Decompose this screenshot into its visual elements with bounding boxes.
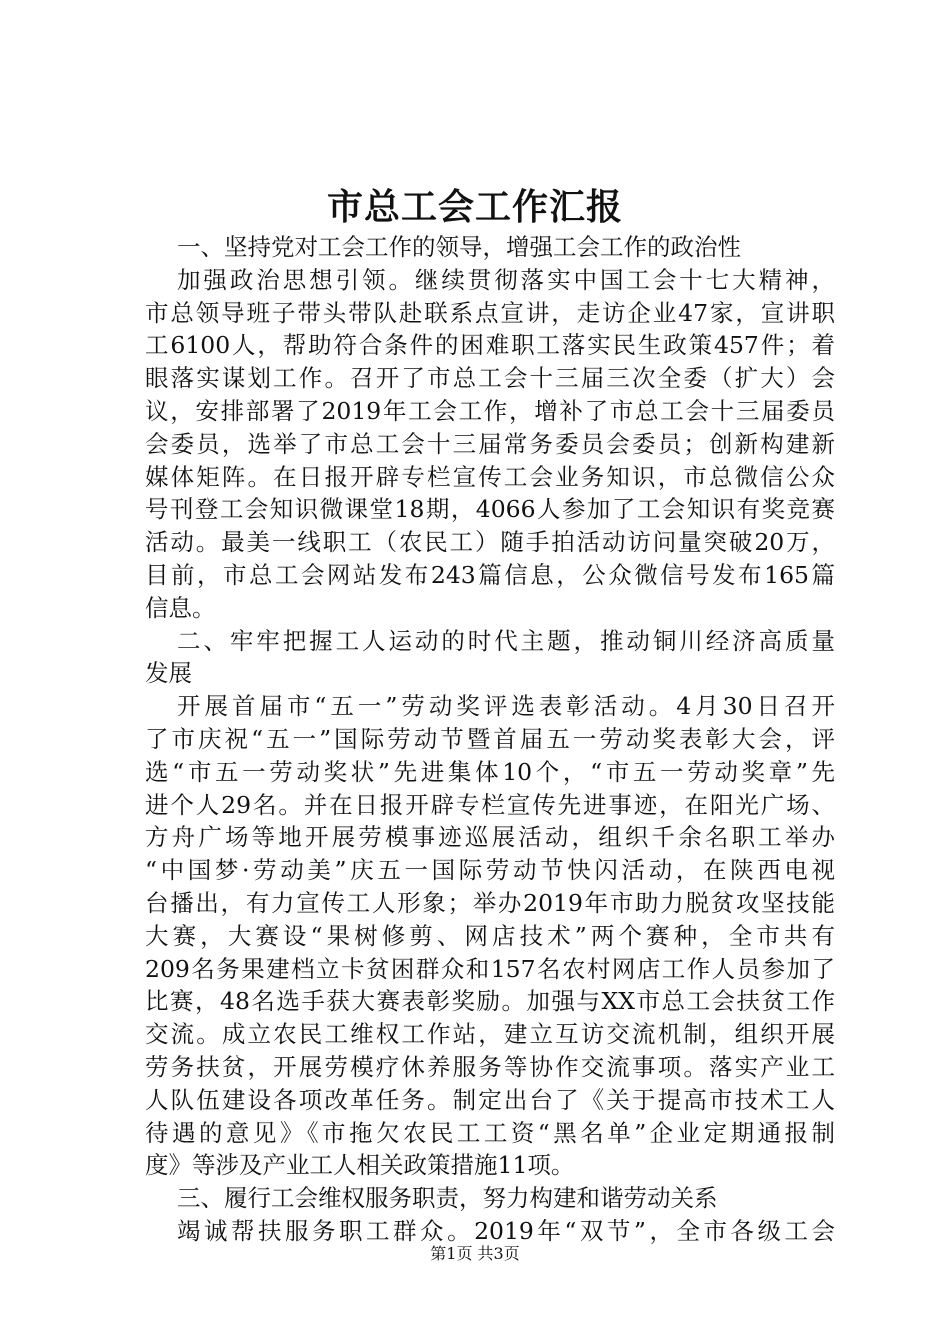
- paragraph-line: 眼落实谋划工作。召开了市总工会十三届三次全委（扩大）会: [145, 364, 835, 393]
- paragraph-line: 待遇的意见》《市拖欠农民工工资“黑名单”企业定期通报制: [145, 1118, 835, 1147]
- paragraph-line: 目前，市总工会网站发布243篇信息，公众微信号发布165篇: [145, 560, 835, 589]
- paragraph-line: 大赛，大赛设“果树修剪、网店技术”两个赛种，全市共有: [145, 921, 835, 950]
- paragraph-line: 选“市五一劳动奖状”先进集体10个，“市五一劳动奖章”先: [145, 757, 835, 786]
- paragraph-line: 进个人29名。并在日报开辟专栏宣传先进事迹，在阳光广场、: [145, 790, 835, 819]
- paragraph-line: 209名务果建档立卡贫困群众和157名农村网店工作人员参加了: [145, 954, 835, 983]
- paragraph-line: 比赛，48名选手获大赛表彰奖励。加强与XX市总工会扶贫工作: [145, 987, 835, 1016]
- paragraph-line: 媒体矩阵。在日报开辟专栏宣传工会业务知识，市总微信公众: [145, 462, 835, 491]
- paragraph-line: 人队伍建设各项改革任务。制定出台了《关于提高市技术工人: [145, 1085, 835, 1114]
- paragraph-line: 交流。成立农民工维权工作站，建立互访交流机制，组织开展: [145, 1020, 835, 1049]
- paragraph-line: 台播出，有力宣传工人形象；举办2019年市助力脱贫攻坚技能: [145, 888, 835, 917]
- paragraph-line: 劳务扶贫，开展劳模疗休养服务等协作交流事项。落实产业工: [145, 1052, 835, 1081]
- section-heading-2: 二、牢牢把握工人运动的时代主题，推动铜川经济高质量: [177, 626, 835, 655]
- paragraph-line: 度》等涉及产业工人相关政策措施11项。: [145, 1151, 575, 1180]
- paragraph-line: 活动。最美一线职工（农民工）随手拍活动访问量突破20万，: [145, 528, 835, 557]
- paragraph-line: 了市庆祝“五一”国际劳动节暨首届五一劳动奖表彰大会，评: [145, 724, 835, 753]
- paragraph-line: 信息。: [145, 593, 216, 622]
- section-heading-2-cont: 发展: [145, 659, 192, 688]
- paragraph-line: 市总领导班子带头带队赴联系点宣讲，走访企业47家，宣讲职: [145, 298, 835, 327]
- paragraph-line: “中国梦·劳动美”庆五一国际劳动节快闪活动，在陕西电视: [145, 856, 835, 885]
- paragraph-line: 工6100人，帮助符合条件的困难职工落实民生政策457件；着: [145, 331, 835, 360]
- page-footer: 第1页 共3页: [430, 1244, 520, 1263]
- section-heading-1: 一、坚持党对工会工作的领导，增强工会工作的政治性: [177, 233, 741, 261]
- paragraph-line: 加强政治思想引领。继续贯彻落实中国工会十七大精神，: [177, 265, 835, 294]
- document-title: 市总工会工作汇报: [326, 186, 623, 228]
- paragraph-line: 号刊登工会知识微课堂18期，4066人参加了工会知识有奖竞赛: [145, 495, 835, 524]
- paragraph-line: 方舟广场等地开展劳模事迹巡展活动，组织千余名职工举办: [145, 823, 835, 852]
- section-heading-3: 三、履行工会维权服务职责，努力构建和谐劳动关系: [177, 1184, 718, 1213]
- document-body: [145, 231, 835, 1248]
- paragraph-line: 议，安排部署了2019年工会工作，增补了市总工会十三届委员: [145, 396, 835, 425]
- paragraph-line: 竭诚帮扶服务职工群众。2019年“双节”，全市各级工会: [177, 1216, 835, 1245]
- paragraph-line: 会委员，选举了市总工会十三届常务委员会委员；创新构建新: [145, 429, 835, 458]
- paragraph-line: 开展首届市“五一”劳动奖评选表彰活动。4月30日召开: [177, 692, 835, 721]
